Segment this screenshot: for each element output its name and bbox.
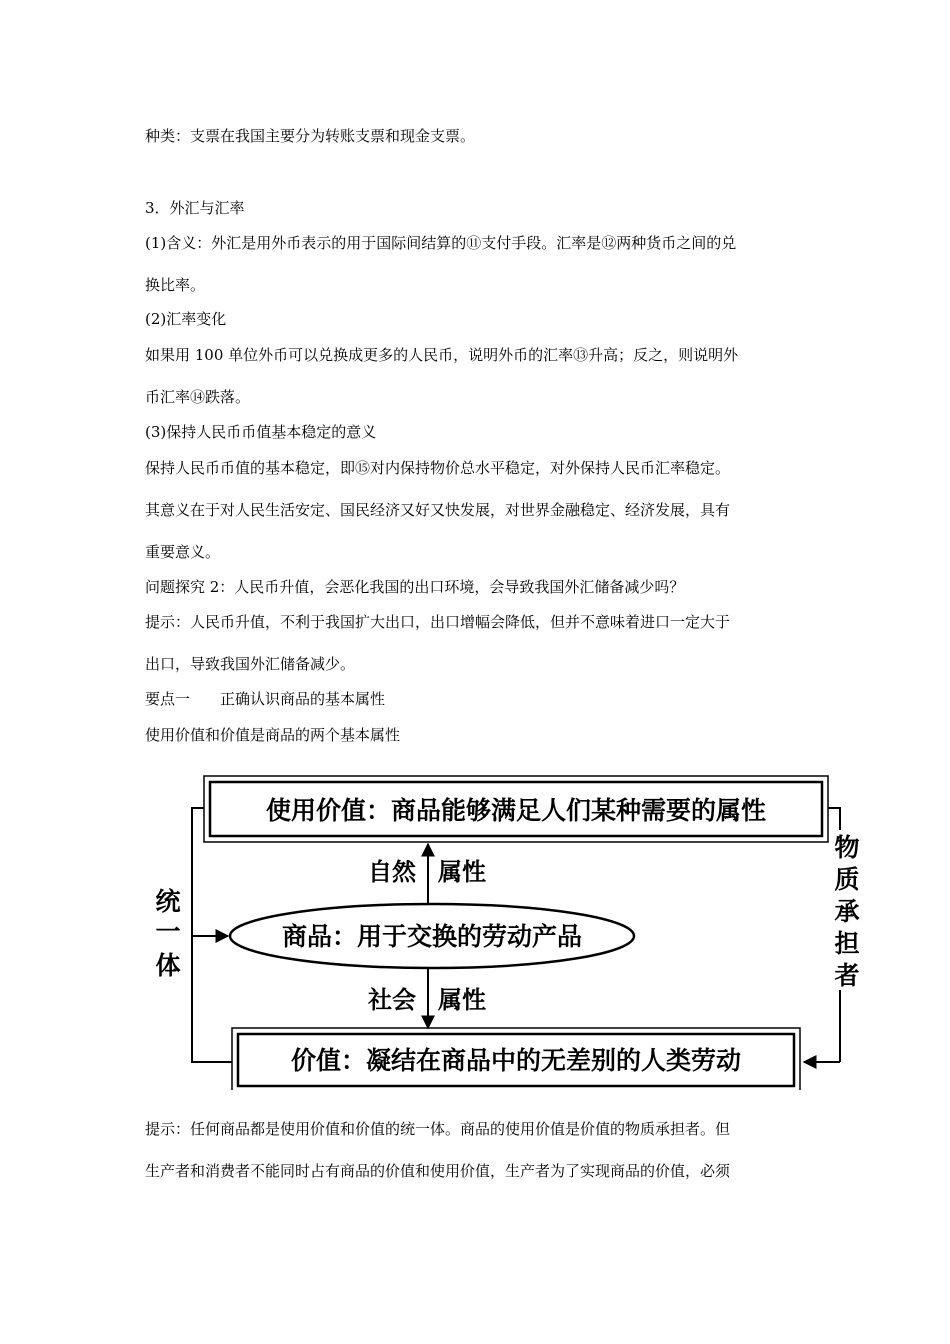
- value-text: 价值：凝结在商品中的无差别的人类劳动: [290, 1046, 742, 1075]
- text-line: 如果用 100 单位外币可以兑换成更多的人民币，说明外币的汇率⑬升高；反之，则说明外: [145, 346, 739, 364]
- carrier-char-4: 担: [834, 929, 860, 958]
- text-line: 提示：任何商品都是使用价值和价值的统一体。商品的使用价值是价值的物质承担者。但: [145, 1120, 731, 1138]
- text-line: 出口，导致我国外汇储备减少。: [145, 655, 356, 673]
- use-value-text: 使用价值：商品能够满足人们某种需要的属性: [265, 796, 767, 825]
- text-line: 币汇率⑭跌落。: [145, 388, 251, 406]
- text-line: 换比率。: [145, 276, 206, 294]
- natural-attribute-label: 属性: [438, 858, 486, 886]
- section-heading: 3．外汇与汇率: [145, 199, 245, 217]
- unity-char-2: 一: [155, 917, 181, 946]
- commodity-text: 商品：用于交换的劳动产品: [281, 922, 583, 951]
- text-line: 种类：支票在我国主要分为转账支票和现金支票。: [145, 127, 476, 145]
- text-line: 保持人民币币值的基本稳定，即⑮对内保持物价总水平稳定，对外保持人民币汇率稳定。: [145, 459, 731, 477]
- key-point-heading: 要点一 正确认识商品的基本属性: [145, 690, 386, 708]
- unity-char-3: 体: [155, 951, 181, 980]
- text-line: 提示：人民币升值，不利于我国扩大出口，出口增幅会降低，但并不意味着进口一定大于: [145, 613, 731, 631]
- social-attribute-label: 属性: [438, 986, 486, 1014]
- unity-char-1: 统: [155, 887, 181, 916]
- text-line: 重要意义。: [145, 543, 221, 561]
- text-line: (1)含义：外汇是用外币表示的用于国际间结算的⑪支付手段。汇率是⑫两种货币之间的兑: [145, 234, 737, 252]
- carrier-char-5: 者: [834, 961, 860, 990]
- carrier-char-1: 物: [834, 833, 860, 862]
- subsection-heading: (2)汇率变化: [145, 310, 227, 328]
- question-line: 问题探究 2：人民币升值，会恶化我国的出口环境，会导致我国外汇储备减少吗？: [145, 578, 685, 596]
- social-label: 社会: [368, 986, 416, 1014]
- text-line: 生产者和消费者不能同时占有商品的价值和使用价值，生产者为了实现商品的价值，必须: [145, 1162, 731, 1180]
- diagram-svg: [140, 770, 860, 1090]
- text-line: 其意义在于对人民生活安定、国民经济又好又快发展，对世界金融稳定、经济发展，具有: [145, 501, 731, 519]
- subsection-heading: (3)保持人民币币值基本稳定的意义: [145, 423, 377, 441]
- natural-label: 自然: [368, 858, 416, 886]
- commodity-attributes-diagram: [140, 770, 860, 1090]
- carrier-char-3: 承: [834, 897, 860, 926]
- carrier-char-2: 质: [834, 865, 860, 894]
- text-line: 使用价值和价值是商品的两个基本属性: [145, 726, 401, 744]
